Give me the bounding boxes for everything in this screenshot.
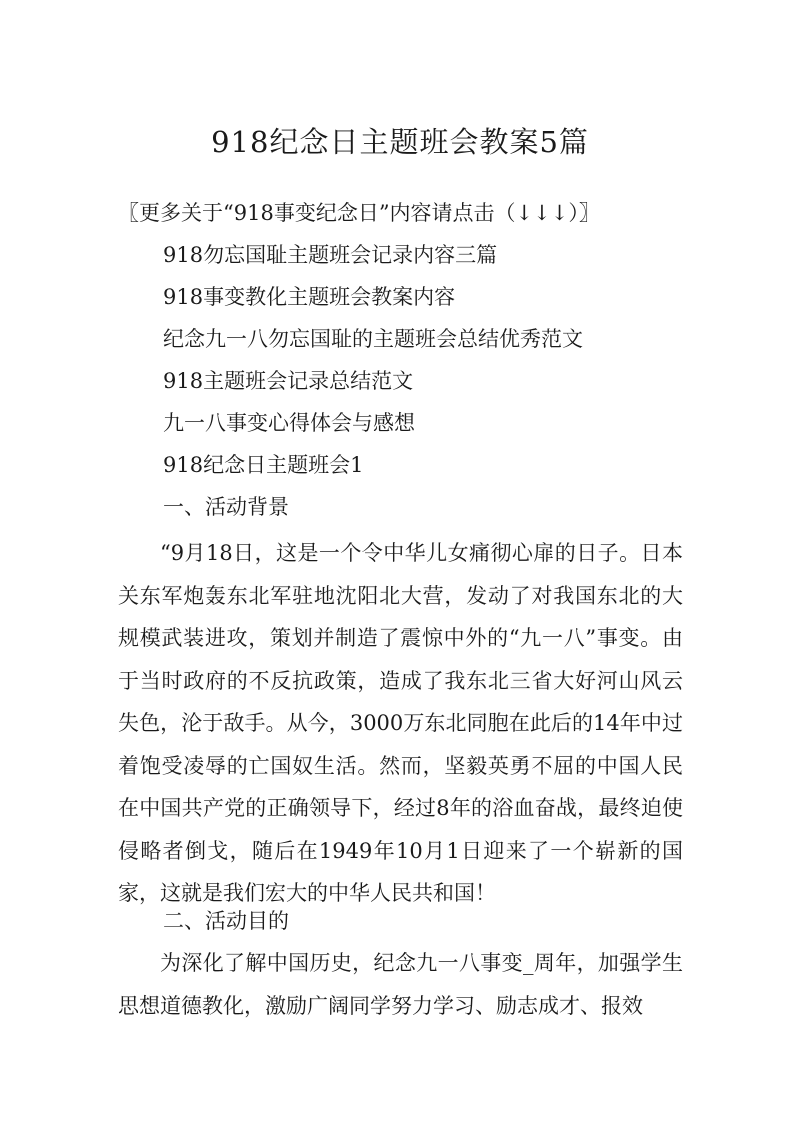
related-link-5[interactable]: 九一八事变心得体会与感想 bbox=[163, 411, 415, 435]
paragraph-purpose: 为深化了解中国历史，纪念九一八事变_周年，加强学生思想道德教化，激励广阔同学努力学习、励志成才、报效 bbox=[118, 951, 683, 1018]
document-title: 918纪念日主题班会教案5篇 bbox=[211, 125, 589, 159]
related-link-2[interactable]: 918事变教化主题班会教案内容 bbox=[163, 285, 456, 309]
section-heading-background: 一、活动背景 bbox=[163, 495, 289, 519]
more-content-link[interactable]: 〖更多关于“918事变纪念日”内容请点击（↓↓↓）〗 bbox=[118, 201, 600, 225]
related-link-3[interactable]: 纪念九一八勿忘国耻的主题班会总结优秀范文 bbox=[163, 327, 583, 351]
paragraph-background: “9月18日，这是一个令中华儿女痛彻心扉的日子。日本关东军炮轰东北军驻地沈阳北大营，发动了对我国东北的大规模武装进攻，策划并制造了震惊中外的“九一八”事变。由于当时政府的不反抗政策，造成了我东北三省大好河山风云失色，沦于敌手。从今，3000万东北同胞在此后的14年中过着饱受凌辱的亡国奴生活。然而，坚毅英勇不屈的中国人民在中国共产党的正确领导下，经过8年的浴血奋战，最终迫使侵略者倒戈，随后在1949年10月1日迎来了一个崭新的国家，这就是我们宏大的中华人民共和国！ bbox=[118, 541, 683, 905]
related-link-4[interactable]: 918主题班会记录总结范文 bbox=[163, 369, 414, 393]
subheading: 918纪念日主题班会1 bbox=[163, 453, 364, 477]
related-link-1[interactable]: 918勿忘国耻主题班会记录内容三篇 bbox=[163, 243, 498, 267]
section-heading-purpose: 二、活动目的 bbox=[163, 909, 289, 933]
